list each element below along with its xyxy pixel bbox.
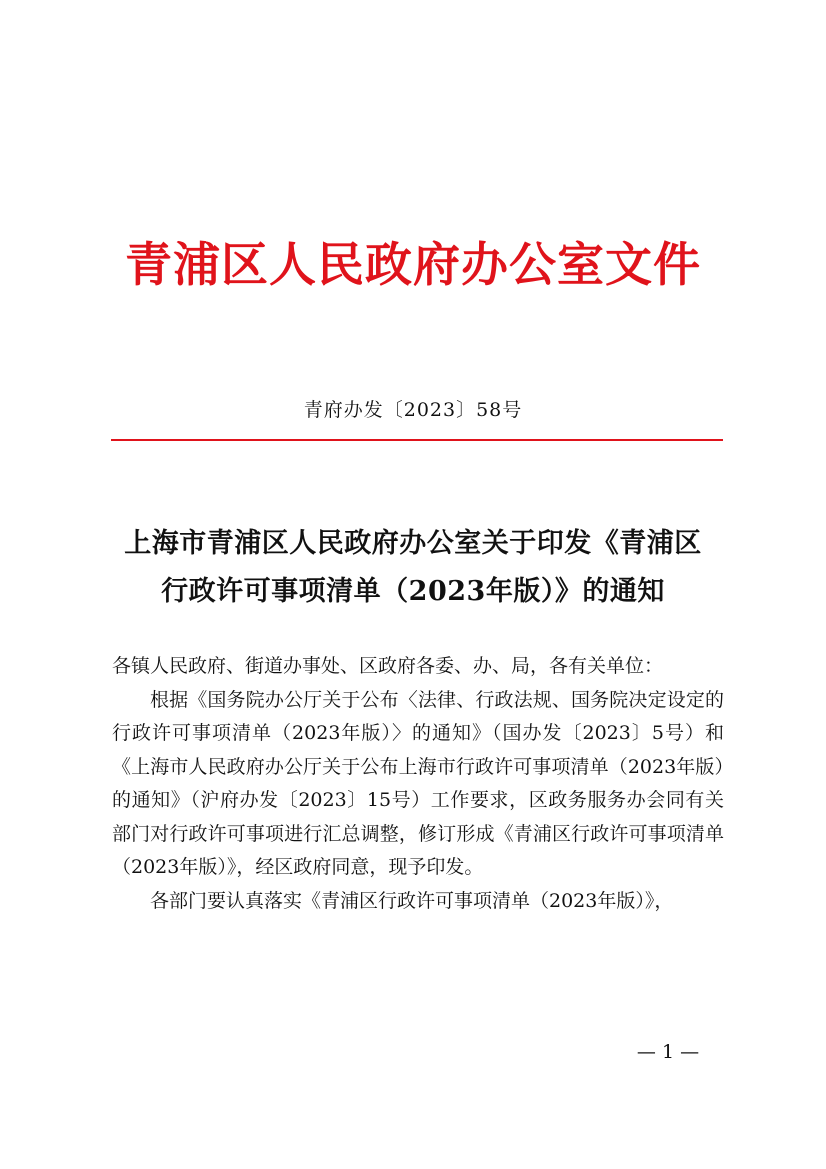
document-title-line-2: 行政许可事项清单（2023年版）》的通知: [161, 576, 665, 607]
document-number: 青府办发〔2023〕58号: [303, 399, 523, 421]
red-separator-line: [111, 439, 723, 441]
masthead-title: 青浦区人民政府办公室文件: [125, 238, 701, 293]
document-body: [112, 650, 724, 918]
body-paragraph-2: 各部门要认真落实《青浦区行政许可事项清单（2023年版）》，: [150, 889, 674, 912]
body-paragraph-1: 根据《国务院办公厅关于公布〈法律、行政法规、国务院决定设定的行政许可事项清单（2023年版）〉的通知》（国办发〔2023〕5号）和《上海市人民政府办公厅关于公布上海市行政许可事项清单（2023年版）的通知》（沪府办发〔2023〕15号）工作要求，区政务服务办会同有关部门对行政许可事项进行汇总调整，修订形成《青浦区行政许可事项清单（2023年版）》，经区政府同意，现予印发。: [112, 688, 724, 878]
document-title: [90, 520, 736, 616]
document-title-line-1: 上海市青浦区人民政府办公室关于印发《青浦区: [124, 528, 702, 559]
page-number: — 1 —: [636, 1041, 700, 1063]
addressee: 各镇人民政府、街道办事处、区政府各委、办、局，各有关单位：: [112, 655, 664, 677]
